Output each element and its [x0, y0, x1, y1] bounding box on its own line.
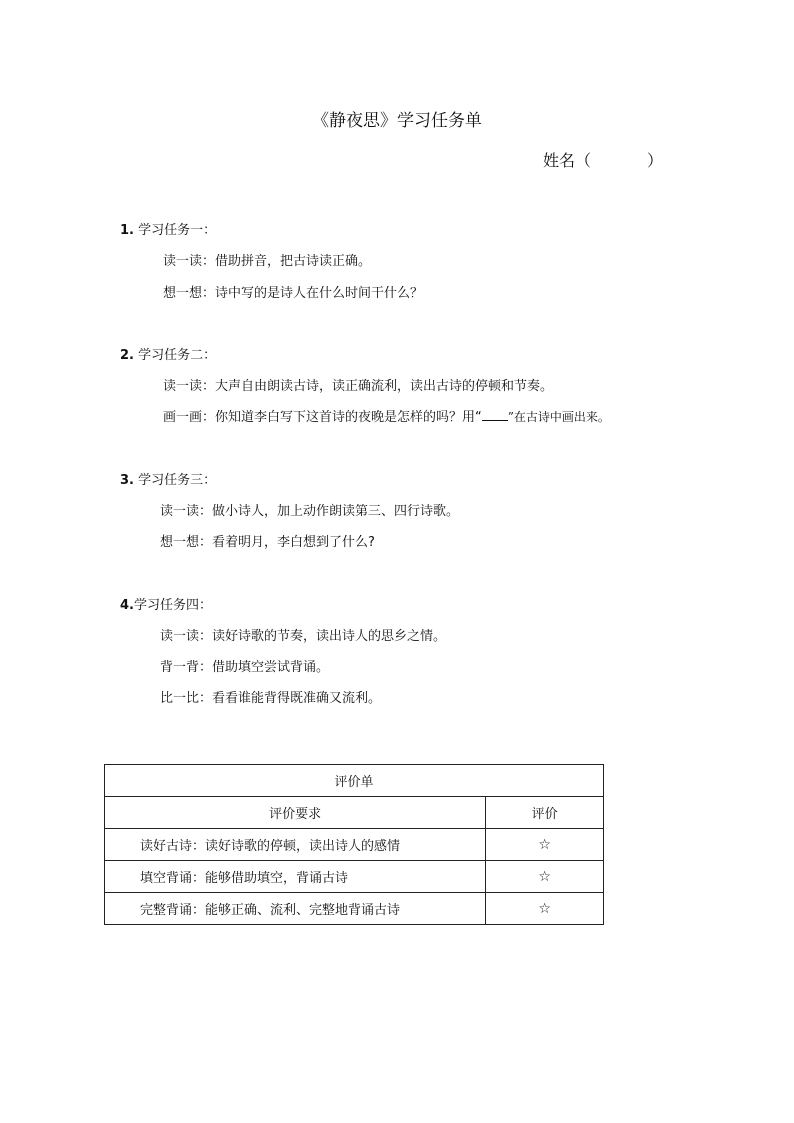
line-text: 看看谁能背得既准确又流利。 — [212, 691, 382, 706]
line-text: 读好诗歌的节奏，读出诗人的思乡之情。 — [212, 629, 447, 644]
line-label: 画一画： — [163, 410, 216, 425]
task-2-line-2 — [163, 406, 610, 425]
line-text: 大声自由朗读古诗，读正确流利，读出古诗的停顿和节奏。 — [215, 379, 554, 394]
line-text: 借助填空尝试背诵。 — [212, 660, 330, 675]
task-2-title: 学习任务二： — [138, 348, 217, 363]
table-header-row — [105, 797, 604, 829]
star-rating[interactable]: ☆ — [486, 893, 604, 925]
line-text: 诗中写的是诗人在什么时间干什么？ — [215, 286, 424, 301]
task-2-heading — [120, 344, 216, 363]
task-2-number: 2. — [120, 348, 134, 363]
name-close: ） — [647, 151, 664, 170]
task-4-title: 学习任务四： — [133, 598, 212, 613]
line-label: 读一读： — [160, 504, 213, 519]
evaluation-table — [104, 764, 604, 925]
table-row — [105, 893, 604, 925]
task-4-number: 4. — [120, 598, 134, 613]
line-label: 比一比： — [160, 691, 213, 706]
line-text: 你知道李白写下这首诗的夜晚是怎样的吗？用“ — [215, 410, 482, 425]
requirement-cell: 完整背诵：能够正确、流利、完整地背诵古诗 — [105, 893, 486, 925]
task-1-title: 学习任务一： — [138, 223, 217, 238]
table-title: 评价单 — [105, 765, 604, 797]
task-3-heading — [120, 469, 216, 488]
task-4-line-1 — [160, 625, 446, 644]
star-rating[interactable]: ☆ — [486, 861, 604, 893]
task-1-heading — [120, 219, 216, 238]
requirement-cell: 读好古诗：读好诗歌的停顿，读出诗人的感情 — [105, 829, 486, 861]
task-4-line-3 — [160, 687, 381, 706]
page-title: 《静夜思》学习任务单 — [312, 111, 482, 131]
task-1-line-2 — [163, 282, 423, 301]
line-label: 想一想： — [160, 535, 213, 550]
line-text: 做小诗人，加上动作朗读第三、四行诗歌。 — [212, 504, 460, 519]
table-title-row — [105, 765, 604, 797]
name-label: 姓名（ — [543, 151, 592, 170]
underline-blank — [482, 410, 508, 421]
line-text: 看着明月，李白想到了什么? — [212, 535, 375, 550]
task-2-line-1 — [163, 375, 553, 394]
requirement-cell: 填空背诵：能够借助填空，背诵古诗 — [105, 861, 486, 893]
line-label: 背一背： — [160, 660, 213, 675]
line-label: 读一读： — [163, 254, 216, 269]
table-row — [105, 861, 604, 893]
task-1-number: 1. — [120, 223, 134, 238]
task-3-title: 学习任务三： — [138, 473, 217, 488]
task-4-heading — [120, 594, 212, 613]
line-label: 想一想： — [163, 286, 216, 301]
task-3-line-2 — [160, 531, 375, 550]
task-3-line-1 — [160, 500, 459, 519]
task-3-number: 3. — [120, 473, 134, 488]
header-rating: 评价 — [486, 797, 604, 829]
star-rating[interactable]: ☆ — [486, 829, 604, 861]
header-requirement: 评价要求 — [105, 797, 486, 829]
name-field — [543, 148, 663, 171]
task-1-line-1 — [163, 250, 371, 269]
line-label: 读一读： — [163, 379, 216, 394]
line-text: 借助拼音，把古诗读正确。 — [215, 254, 372, 269]
line-label: 读一读： — [160, 629, 213, 644]
line-text-after: ”在古诗中画出来。 — [507, 410, 610, 424]
task-4-line-2 — [160, 656, 329, 675]
table-row — [105, 829, 604, 861]
